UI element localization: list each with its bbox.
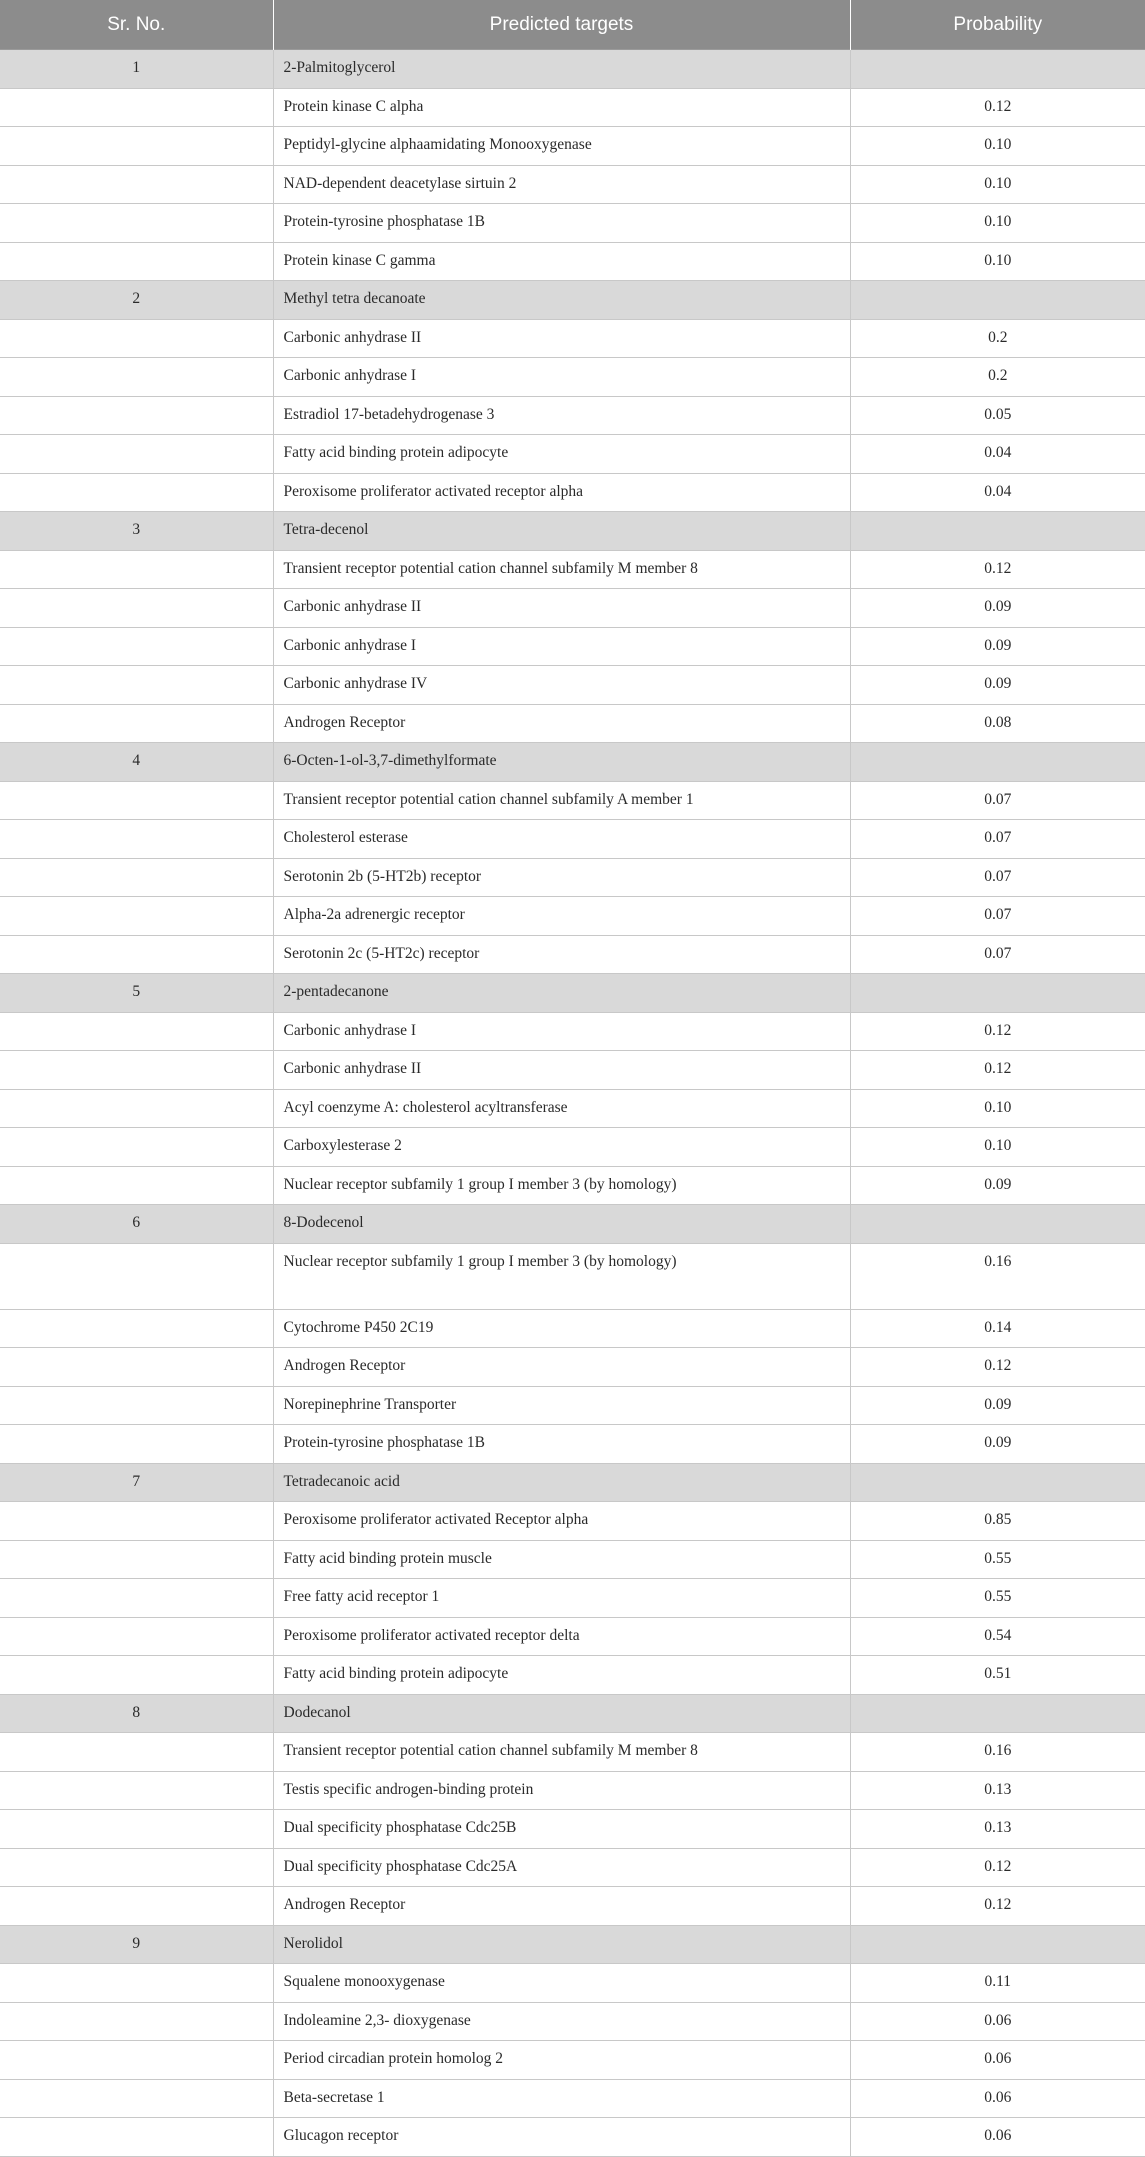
target-name-cell: Free fatty acid receptor 1 xyxy=(273,1579,850,1618)
empty-sr-cell xyxy=(0,1128,273,1167)
empty-sr-cell xyxy=(0,1733,273,1772)
probability-cell: 0.10 xyxy=(850,242,1145,281)
probability-cell: 0.10 xyxy=(850,127,1145,166)
target-row xyxy=(0,396,1145,435)
probability-cell: 0.09 xyxy=(850,1386,1145,1425)
target-row xyxy=(0,1810,1145,1849)
probability-cell: 0.06 xyxy=(850,2118,1145,2157)
empty-sr-cell xyxy=(0,2041,273,2080)
probability-cell: 0.04 xyxy=(850,435,1145,474)
target-row xyxy=(0,1848,1145,1887)
target-name-cell: Glucagon receptor xyxy=(273,2118,850,2157)
sr-no-cell: 4 xyxy=(0,743,273,782)
sr-no-cell: 9 xyxy=(0,1925,273,1964)
probability-cell: 0.09 xyxy=(850,1425,1145,1464)
target-row xyxy=(0,2041,1145,2080)
empty-sr-cell xyxy=(0,935,273,974)
target-row xyxy=(0,319,1145,358)
compound-row xyxy=(0,1205,1145,1244)
target-row xyxy=(0,627,1145,666)
compound-name-cell: 2-pentadecanone xyxy=(273,974,850,1013)
empty-sr-cell xyxy=(0,1502,273,1541)
probability-cell: 0.12 xyxy=(850,1348,1145,1387)
target-name-cell: Cytochrome P450 2C19 xyxy=(273,1309,850,1348)
empty-sr-cell xyxy=(0,704,273,743)
target-name-cell: Indoleamine 2,3- dioxygenase xyxy=(273,2002,850,2041)
empty-sr-cell xyxy=(0,2079,273,2118)
probability-cell: 0.06 xyxy=(850,2041,1145,2080)
compound-row xyxy=(0,281,1145,320)
probability-cell: 0.09 xyxy=(850,1166,1145,1205)
empty-probability-cell xyxy=(850,1925,1145,1964)
empty-sr-cell xyxy=(0,1348,273,1387)
empty-sr-cell xyxy=(0,1848,273,1887)
target-row xyxy=(0,1887,1145,1926)
target-row xyxy=(0,589,1145,628)
compound-name-cell: Dodecanol xyxy=(273,1694,850,1733)
probability-cell: 0.10 xyxy=(850,165,1145,204)
target-row xyxy=(0,127,1145,166)
target-name-cell: Estradiol 17-betadehydrogenase 3 xyxy=(273,396,850,435)
empty-sr-cell xyxy=(0,897,273,936)
empty-sr-cell xyxy=(0,358,273,397)
empty-probability-cell xyxy=(850,1205,1145,1244)
target-row xyxy=(0,1386,1145,1425)
probability-cell: 0.12 xyxy=(850,88,1145,127)
target-name-cell: Fatty acid binding protein adipocyte xyxy=(273,1656,850,1695)
target-name-cell: Nuclear receptor subfamily 1 group I member 3 (by homology) xyxy=(273,1243,850,1309)
empty-sr-cell xyxy=(0,88,273,127)
probability-cell: 0.09 xyxy=(850,666,1145,705)
target-name-cell: Period circadian protein homolog 2 xyxy=(273,2041,850,2080)
empty-sr-cell xyxy=(0,2002,273,2041)
target-name-cell: Cholesterol esterase xyxy=(273,820,850,859)
target-row xyxy=(0,666,1145,705)
empty-sr-cell xyxy=(0,1166,273,1205)
probability-cell: 0.07 xyxy=(850,935,1145,974)
target-name-cell: Acyl coenzyme A: cholesterol acyltransferase xyxy=(273,1089,850,1128)
target-name-cell: Carbonic anhydrase II xyxy=(273,319,850,358)
target-name-cell: Nuclear receptor subfamily 1 group I member 3 (by homology) xyxy=(273,1166,850,1205)
empty-sr-cell xyxy=(0,1243,273,1309)
header-probability: Probability xyxy=(850,0,1145,50)
empty-probability-cell xyxy=(850,50,1145,89)
compound-row xyxy=(0,1925,1145,1964)
empty-sr-cell xyxy=(0,550,273,589)
probability-cell: 0.07 xyxy=(850,781,1145,820)
empty-probability-cell xyxy=(850,1694,1145,1733)
target-row xyxy=(0,165,1145,204)
empty-probability-cell xyxy=(850,281,1145,320)
probability-cell: 0.04 xyxy=(850,473,1145,512)
target-row xyxy=(0,1964,1145,2003)
target-row xyxy=(0,358,1145,397)
probability-cell: 0.85 xyxy=(850,1502,1145,1541)
empty-sr-cell xyxy=(0,1089,273,1128)
probability-cell: 0.51 xyxy=(850,1656,1145,1695)
target-name-cell: Carbonic anhydrase IV xyxy=(273,666,850,705)
target-row xyxy=(0,1425,1145,1464)
empty-sr-cell xyxy=(0,1425,273,1464)
empty-sr-cell xyxy=(0,204,273,243)
probability-cell: 0.11 xyxy=(850,1964,1145,2003)
probability-cell: 0.09 xyxy=(850,589,1145,628)
probability-cell: 0.07 xyxy=(850,820,1145,859)
target-name-cell: Fatty acid binding protein muscle xyxy=(273,1540,850,1579)
probability-cell: 0.13 xyxy=(850,1810,1145,1849)
target-name-cell: Protein kinase C gamma xyxy=(273,242,850,281)
target-row xyxy=(0,2118,1145,2157)
header-sr-no: Sr. No. xyxy=(0,0,273,50)
compound-row xyxy=(0,1694,1145,1733)
target-row xyxy=(0,2002,1145,2041)
compound-row xyxy=(0,974,1145,1013)
target-name-cell: Carbonic anhydrase II xyxy=(273,589,850,628)
target-row xyxy=(0,2079,1145,2118)
table-header xyxy=(0,0,1145,50)
target-row xyxy=(0,704,1145,743)
target-name-cell: Squalene monooxygenase xyxy=(273,1964,850,2003)
probability-cell: 0.12 xyxy=(850,1051,1145,1090)
empty-sr-cell xyxy=(0,1810,273,1849)
probability-cell: 0.05 xyxy=(850,396,1145,435)
target-name-cell: Peptidyl-glycine alphaamidating Monooxygenase xyxy=(273,127,850,166)
probability-cell: 0.07 xyxy=(850,858,1145,897)
target-row xyxy=(0,1579,1145,1618)
target-row xyxy=(0,1243,1145,1309)
empty-sr-cell xyxy=(0,473,273,512)
empty-sr-cell xyxy=(0,396,273,435)
target-name-cell: Beta-secretase 1 xyxy=(273,2079,850,2118)
target-row xyxy=(0,1733,1145,1772)
header-predicted-targets: Predicted targets xyxy=(273,0,850,50)
probability-cell: 0.2 xyxy=(850,319,1145,358)
target-row xyxy=(0,1617,1145,1656)
target-name-cell: Transient receptor potential cation channel subfamily A member 1 xyxy=(273,781,850,820)
empty-sr-cell xyxy=(0,666,273,705)
probability-cell: 0.16 xyxy=(850,1733,1145,1772)
probability-cell: 0.10 xyxy=(850,204,1145,243)
target-name-cell: Protein-tyrosine phosphatase 1B xyxy=(273,204,850,243)
target-name-cell: NAD-dependent deacetylase sirtuin 2 xyxy=(273,165,850,204)
empty-sr-cell xyxy=(0,1540,273,1579)
empty-probability-cell xyxy=(850,1463,1145,1502)
target-row xyxy=(0,1051,1145,1090)
probability-cell: 0.12 xyxy=(850,550,1145,589)
target-row xyxy=(0,242,1145,281)
target-name-cell: Carboxylesterase 2 xyxy=(273,1128,850,1167)
target-row xyxy=(0,88,1145,127)
probability-cell: 0.13 xyxy=(850,1771,1145,1810)
target-row xyxy=(0,858,1145,897)
target-name-cell: Alpha-2a adrenergic receptor xyxy=(273,897,850,936)
target-row xyxy=(0,897,1145,936)
target-name-cell: Fatty acid binding protein adipocyte xyxy=(273,435,850,474)
target-name-cell: Dual specificity phosphatase Cdc25B xyxy=(273,1810,850,1849)
sr-no-cell: 8 xyxy=(0,1694,273,1733)
target-row xyxy=(0,1656,1145,1695)
compound-row xyxy=(0,1463,1145,1502)
probability-cell: 0.06 xyxy=(850,2079,1145,2118)
probability-cell: 0.07 xyxy=(850,897,1145,936)
empty-probability-cell xyxy=(850,743,1145,782)
empty-sr-cell xyxy=(0,627,273,666)
target-row xyxy=(0,1540,1145,1579)
empty-sr-cell xyxy=(0,781,273,820)
empty-sr-cell xyxy=(0,1964,273,2003)
target-name-cell: Transient receptor potential cation channel subfamily M member 8 xyxy=(273,550,850,589)
empty-sr-cell xyxy=(0,589,273,628)
probability-cell: 0.16 xyxy=(850,1243,1145,1309)
target-name-cell: Protein kinase C alpha xyxy=(273,88,850,127)
compound-name-cell: 6-Octen-1-ol-3,7-dimethylformate xyxy=(273,743,850,782)
empty-sr-cell xyxy=(0,858,273,897)
probability-cell: 0.12 xyxy=(850,1012,1145,1051)
header-row xyxy=(0,0,1145,50)
probability-cell: 0.09 xyxy=(850,627,1145,666)
target-name-cell: Serotonin 2c (5-HT2c) receptor xyxy=(273,935,850,974)
empty-sr-cell xyxy=(0,1309,273,1348)
probability-cell: 0.54 xyxy=(850,1617,1145,1656)
empty-sr-cell xyxy=(0,820,273,859)
probability-cell: 0.06 xyxy=(850,2002,1145,2041)
probability-cell: 0.10 xyxy=(850,1089,1145,1128)
compound-row xyxy=(0,743,1145,782)
probability-cell: 0.12 xyxy=(850,1887,1145,1926)
empty-sr-cell xyxy=(0,1386,273,1425)
table-body xyxy=(0,50,1145,2157)
probability-cell: 0.55 xyxy=(850,1579,1145,1618)
target-row xyxy=(0,435,1145,474)
sr-no-cell: 3 xyxy=(0,512,273,551)
sr-no-cell: 6 xyxy=(0,1205,273,1244)
probability-cell: 0.2 xyxy=(850,358,1145,397)
probability-cell: 0.10 xyxy=(850,1128,1145,1167)
target-row xyxy=(0,1128,1145,1167)
target-name-cell: Carbonic anhydrase I xyxy=(273,358,850,397)
empty-sr-cell xyxy=(0,2118,273,2157)
target-row xyxy=(0,204,1145,243)
target-row xyxy=(0,550,1145,589)
sr-no-cell: 7 xyxy=(0,1463,273,1502)
target-row xyxy=(0,1348,1145,1387)
target-name-cell: Androgen Receptor xyxy=(273,1348,850,1387)
compound-name-cell: 2-Palmitoglycerol xyxy=(273,50,850,89)
empty-sr-cell xyxy=(0,435,273,474)
compound-row xyxy=(0,512,1145,551)
empty-sr-cell xyxy=(0,127,273,166)
compound-name-cell: Methyl tetra decanoate xyxy=(273,281,850,320)
target-row xyxy=(0,1166,1145,1205)
target-row xyxy=(0,1771,1145,1810)
empty-sr-cell xyxy=(0,1656,273,1695)
target-row xyxy=(0,1309,1145,1348)
target-row xyxy=(0,473,1145,512)
empty-sr-cell xyxy=(0,242,273,281)
empty-sr-cell xyxy=(0,1771,273,1810)
target-name-cell: Peroxisome proliferator activated Receptor alpha xyxy=(273,1502,850,1541)
empty-sr-cell xyxy=(0,319,273,358)
target-name-cell: Protein-tyrosine phosphatase 1B xyxy=(273,1425,850,1464)
compound-name-cell: Nerolidol xyxy=(273,1925,850,1964)
empty-sr-cell xyxy=(0,1887,273,1926)
sr-no-cell: 1 xyxy=(0,50,273,89)
sr-no-cell: 2 xyxy=(0,281,273,320)
target-name-cell: Carbonic anhydrase II xyxy=(273,1051,850,1090)
target-name-cell: Carbonic anhydrase I xyxy=(273,627,850,666)
compound-row xyxy=(0,50,1145,89)
target-name-cell: Dual specificity phosphatase Cdc25A xyxy=(273,1848,850,1887)
target-name-cell: Norepinephrine Transporter xyxy=(273,1386,850,1425)
probability-cell: 0.12 xyxy=(850,1848,1145,1887)
empty-sr-cell xyxy=(0,1579,273,1618)
sr-no-cell: 5 xyxy=(0,974,273,1013)
target-name-cell: Peroxisome proliferator activated receptor alpha xyxy=(273,473,850,512)
target-name-cell: Androgen Receptor xyxy=(273,704,850,743)
probability-cell: 0.08 xyxy=(850,704,1145,743)
empty-probability-cell xyxy=(850,974,1145,1013)
compound-name-cell: Tetra-decenol xyxy=(273,512,850,551)
target-name-cell: Peroxisome proliferator activated receptor delta xyxy=(273,1617,850,1656)
target-name-cell: Serotonin 2b (5-HT2b) receptor xyxy=(273,858,850,897)
empty-sr-cell xyxy=(0,165,273,204)
empty-sr-cell xyxy=(0,1051,273,1090)
target-row xyxy=(0,1012,1145,1051)
target-name-cell: Testis specific androgen-binding protein xyxy=(273,1771,850,1810)
empty-sr-cell xyxy=(0,1617,273,1656)
compound-name-cell: 8-Dodecenol xyxy=(273,1205,850,1244)
target-row xyxy=(0,781,1145,820)
probability-cell: 0.55 xyxy=(850,1540,1145,1579)
target-row xyxy=(0,1089,1145,1128)
compound-name-cell: Tetradecanoic acid xyxy=(273,1463,850,1502)
probability-cell: 0.14 xyxy=(850,1309,1145,1348)
target-name-cell: Carbonic anhydrase I xyxy=(273,1012,850,1051)
target-row xyxy=(0,935,1145,974)
empty-probability-cell xyxy=(850,512,1145,551)
target-name-cell: Androgen Receptor xyxy=(273,1887,850,1926)
empty-sr-cell xyxy=(0,1012,273,1051)
target-row xyxy=(0,820,1145,859)
target-row xyxy=(0,1502,1145,1541)
target-name-cell: Transient receptor potential cation channel subfamily M member 8 xyxy=(273,1733,850,1772)
